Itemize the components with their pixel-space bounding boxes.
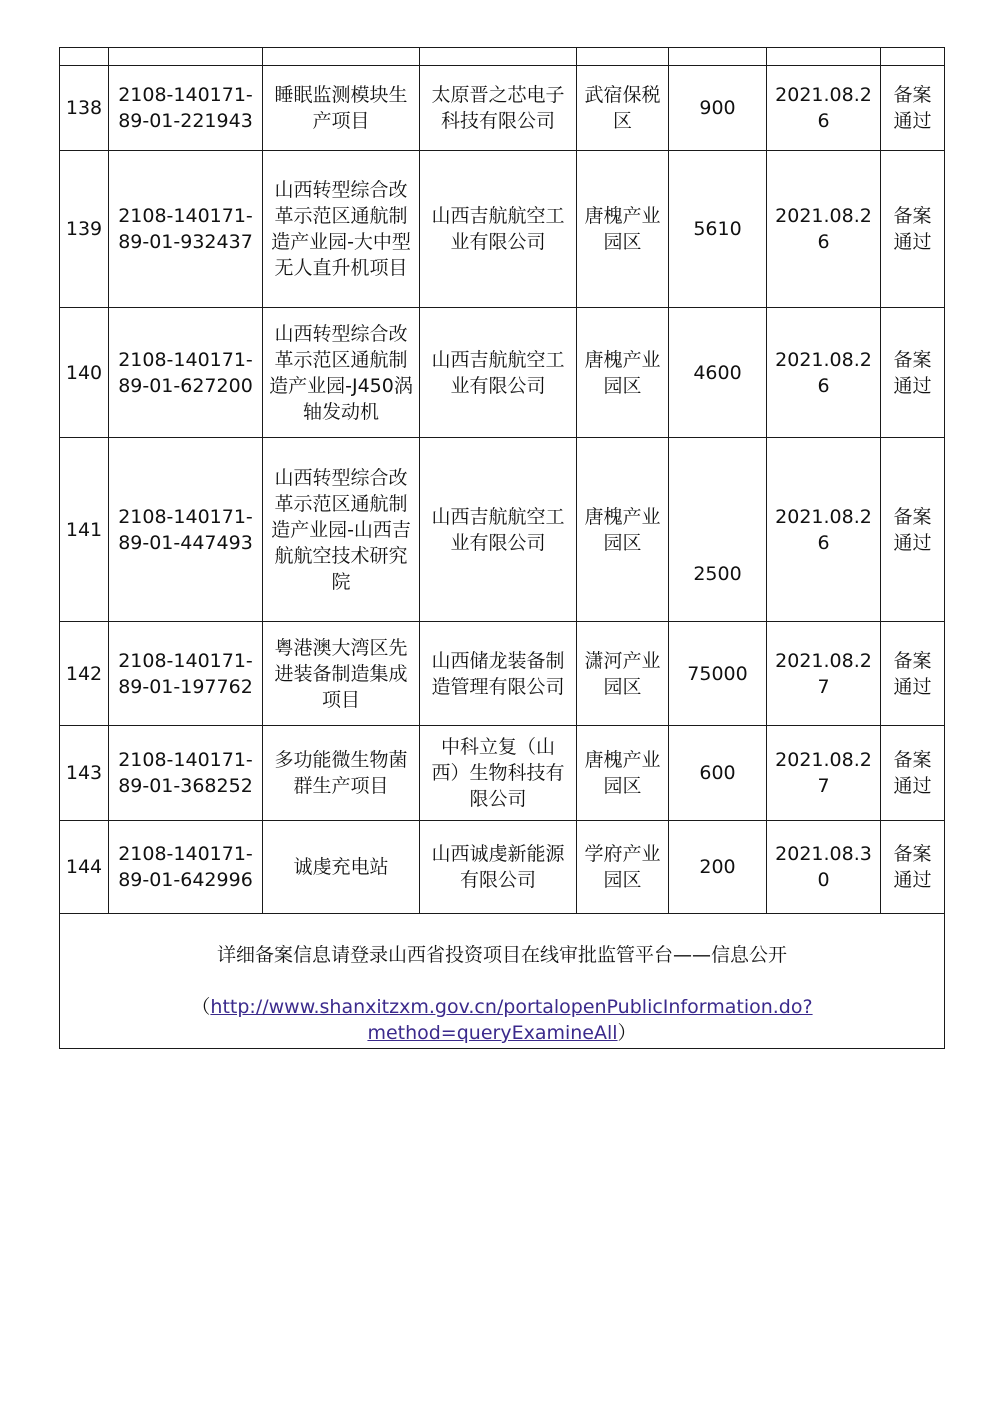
area-cell: 唐槐产业 园区 — [577, 308, 669, 438]
project-code-cell: 2108-140171- 89-01-932437 — [109, 151, 263, 308]
seq-cell: 143 — [60, 726, 109, 821]
date-cell: 2021.08.26 — [767, 66, 881, 151]
company-cell: 山西吉航航空工 业有限公司 — [420, 151, 577, 308]
project-name-cell: 山西转型综合改 革示范区通航制 造产业园-山西吉 航航空技术研究 院 — [263, 438, 420, 622]
project-name-cell: 山西转型综合改 革示范区通航制 造产业园-J450涡 轴发动机 — [263, 308, 420, 438]
table-row — [60, 308, 945, 438]
capacity-cell: 900 — [669, 66, 767, 151]
status-cell: 备案 通过 — [881, 308, 945, 438]
date-cell: 2021.08.26 — [767, 438, 881, 622]
project-code-cell: 2108-140171- 89-01-368252 — [109, 726, 263, 821]
capacity-cell: 75000 — [669, 622, 767, 726]
date-cell: 2021.08.26 — [767, 308, 881, 438]
project-code-cell: 2108-140171- 89-01-221943 — [109, 66, 263, 151]
date-cell: 2021.08.30 — [767, 821, 881, 914]
footer-cell — [60, 914, 945, 1049]
project-records-table — [59, 47, 945, 1049]
seq-cell: 144 — [60, 821, 109, 914]
status-cell: 备案 通过 — [881, 66, 945, 151]
project-name-cell: 睡眠监测模块生 产项目 — [263, 66, 420, 151]
company-cell: 中科立复（山 西）生物科技有 限公司 — [420, 726, 577, 821]
company-cell: 山西吉航航空工 业有限公司 — [420, 308, 577, 438]
area-cell: 唐槐产业 园区 — [577, 438, 669, 622]
area-cell: 武宿保税 区 — [577, 66, 669, 151]
area-cell: 唐槐产业 园区 — [577, 726, 669, 821]
footer-paren-close: ） — [617, 1022, 637, 1044]
table-row — [60, 438, 945, 622]
capacity-cell: 600 — [669, 726, 767, 821]
project-name-cell: 诚虔充电站 — [263, 821, 420, 914]
footer-row — [60, 914, 945, 1049]
project-name-cell: 粤港澳大湾区先 进装备制造集成 项目 — [263, 622, 420, 726]
capacity-cell: 200 — [669, 821, 767, 914]
status-cell: 备案 通过 — [881, 151, 945, 308]
area-cell: 学府产业 园区 — [577, 821, 669, 914]
footer-note: 详细备案信息请登录山西省投资项目在线审批监管平台——信息公开 — [216, 944, 787, 966]
table-row — [60, 151, 945, 308]
status-cell: 备案 通过 — [881, 726, 945, 821]
status-cell: 备案 通过 — [881, 438, 945, 622]
project-code-cell: 2108-140171- 89-01-447493 — [109, 438, 263, 622]
seq-cell: 138 — [60, 66, 109, 151]
project-code-cell: 2108-140171- 89-01-627200 — [109, 308, 263, 438]
seq-cell: 140 — [60, 308, 109, 438]
platform-link[interactable]: http://www.shanxitzxm.gov.cn/portalopenPublicInformation.do? method=queryExamineAll — [210, 996, 813, 1044]
footer-paren-open: （ — [191, 996, 211, 1018]
company-cell: 太原晋之芯电子 科技有限公司 — [420, 66, 577, 151]
seq-cell: 141 — [60, 438, 109, 622]
area-cell: 唐槐产业 园区 — [577, 151, 669, 308]
seq-cell: 142 — [60, 622, 109, 726]
project-name-cell: 山西转型综合改 革示范区通航制 造产业园-大中型 无人直升机项目 — [263, 151, 420, 308]
company-cell: 山西吉航航空工 业有限公司 — [420, 438, 577, 622]
date-cell: 2021.08.27 — [767, 622, 881, 726]
table-row — [60, 821, 945, 914]
project-name-cell: 多功能微生物菌 群生产项目 — [263, 726, 420, 821]
table-row-continued — [60, 48, 945, 66]
table-row — [60, 622, 945, 726]
date-cell: 2021.08.27 — [767, 726, 881, 821]
capacity-cell: 4600 — [669, 308, 767, 438]
company-cell: 山西诚虔新能源 有限公司 — [420, 821, 577, 914]
seq-cell: 139 — [60, 151, 109, 308]
project-code-cell: 2108-140171- 89-01-642996 — [109, 821, 263, 914]
area-cell: 潇河产业 园区 — [577, 622, 669, 726]
date-cell: 2021.08.26 — [767, 151, 881, 308]
status-cell: 备案 通过 — [881, 821, 945, 914]
capacity-cell: 2500 — [669, 438, 767, 622]
project-code-cell: 2108-140171- 89-01-197762 — [109, 622, 263, 726]
table-row — [60, 66, 945, 151]
table-row — [60, 726, 945, 821]
capacity-cell: 5610 — [669, 151, 767, 308]
company-cell: 山西储龙装备制 造管理有限公司 — [420, 622, 577, 726]
status-cell: 备案 通过 — [881, 622, 945, 726]
